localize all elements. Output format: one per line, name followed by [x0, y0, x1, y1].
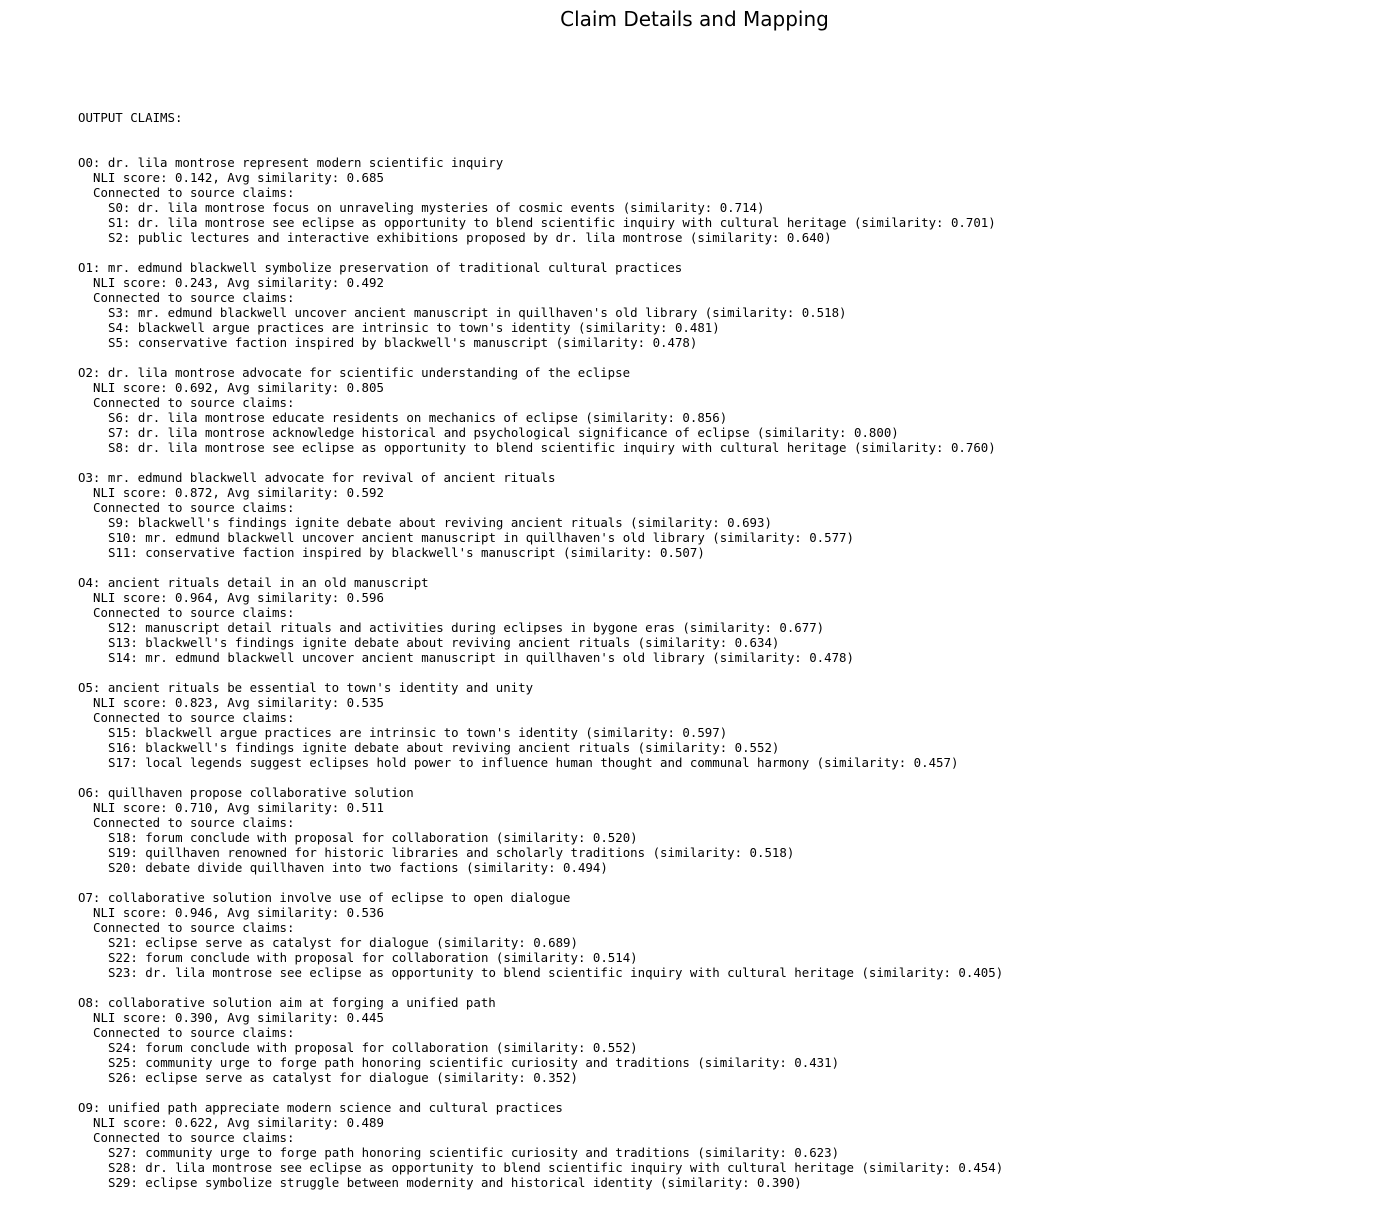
- source-claim: S22: forum conclude with proposal for collaboration (similarity: 0.514): [108, 950, 638, 965]
- source-claim: S28: dr. lila montrose see eclipse as opportunity to blend scientific inquiry with cultural heritage (similarity: 0.454): [108, 1160, 1004, 1175]
- source-claim: S3: mr. edmund blackwell uncover ancient manuscript in quillhaven's old library (similarity: 0.518): [108, 305, 847, 320]
- source-claim: S0: dr. lila montrose focus on unraveling mysteries of cosmic events (similarity: 0.714): [108, 200, 765, 215]
- connected-label: Connected to source claims:: [93, 605, 295, 620]
- source-claim: S1: dr. lila montrose see eclipse as opportunity to blend scientific inquiry with cultural heritage (similarity: 0.701): [108, 215, 996, 230]
- claim-heading: O7: collaborative solution involve use of eclipse to open dialogue: [78, 890, 571, 905]
- output-claim-2: [78, 365, 1003, 455]
- section-header: OUTPUT CLAIMS:: [78, 110, 183, 125]
- source-claim: S15: blackwell argue practices are intrinsic to town's identity (similarity: 0.597): [108, 725, 728, 740]
- claim-scores: NLI score: 0.823, Avg similarity: 0.535: [93, 695, 384, 710]
- connected-label: Connected to source claims:: [93, 710, 295, 725]
- claim-scores: NLI score: 0.710, Avg similarity: 0.511: [93, 800, 384, 815]
- source-claim: S21: eclipse serve as catalyst for dialogue (similarity: 0.689): [108, 935, 578, 950]
- source-claim: S29: eclipse symbolize struggle between modernity and historical identity (similarity: 0.390): [108, 1175, 802, 1190]
- source-claim: S19: quillhaven renowned for historic libraries and scholarly traditions (similarity: 0.518): [108, 845, 795, 860]
- claim-heading: O9: unified path appreciate modern science and cultural practices: [78, 1100, 563, 1115]
- page-title: Claim Details and Mapping: [560, 7, 829, 31]
- connected-label: Connected to source claims:: [93, 1025, 295, 1040]
- source-claim: S20: debate divide quillhaven into two factions (similarity: 0.494): [108, 860, 608, 875]
- source-claim: S26: eclipse serve as catalyst for dialogue (similarity: 0.352): [108, 1070, 578, 1085]
- claim-scores: NLI score: 0.390, Avg similarity: 0.445: [93, 1010, 384, 1025]
- connected-label: Connected to source claims:: [93, 500, 295, 515]
- source-claim: S7: dr. lila montrose acknowledge historical and psychological significance of eclipse (similarity: 0.800): [108, 425, 899, 440]
- claim-heading: O6: quillhaven propose collaborative solution: [78, 785, 414, 800]
- claim-heading: O2: dr. lila montrose advocate for scientific understanding of the eclipse: [78, 365, 631, 380]
- source-claim: S4: blackwell argue practices are intrinsic to town's identity (similarity: 0.481): [108, 320, 720, 335]
- connected-label: Connected to source claims:: [93, 920, 295, 935]
- source-claim: S18: forum conclude with proposal for collaboration (similarity: 0.520): [108, 830, 638, 845]
- connected-label: Connected to source claims:: [93, 290, 295, 305]
- source-claim: S23: dr. lila montrose see eclipse as opportunity to blend scientific inquiry with cultural heritage (similarity: 0.405): [108, 965, 1004, 980]
- output-claim-8: [78, 995, 1003, 1085]
- source-claim: S24: forum conclude with proposal for collaboration (similarity: 0.552): [108, 1040, 638, 1055]
- claim-scores: NLI score: 0.872, Avg similarity: 0.592: [93, 485, 384, 500]
- claim-heading: O5: ancient rituals be essential to town's identity and unity: [78, 680, 534, 695]
- source-claim: S12: manuscript detail rituals and activities during eclipses in bygone eras (similarity: 0.677): [108, 620, 825, 635]
- connected-label: Connected to source claims:: [93, 185, 295, 200]
- claim-scores: NLI score: 0.622, Avg similarity: 0.489: [93, 1115, 384, 1130]
- source-claim: S27: community urge to forge path honoring scientific curiosity and traditions (similarity: 0.623): [108, 1145, 840, 1160]
- source-claim: S14: mr. edmund blackwell uncover ancient manuscript in quillhaven's old library (similarity: 0.478): [108, 650, 854, 665]
- source-claim: S8: dr. lila montrose see eclipse as opportunity to blend scientific inquiry with cultural heritage (similarity: 0.760): [108, 440, 996, 455]
- source-claim: S2: public lectures and interactive exhibitions proposed by dr. lila montrose (similarity: 0.640): [108, 230, 832, 245]
- output-claim-0: [78, 155, 1003, 245]
- source-claim: S5: conservative faction inspired by blackwell's manuscript (similarity: 0.478): [108, 335, 698, 350]
- source-claim: S17: local legends suggest eclipses hold power to influence human thought and communal harmony (similarity: 0.457): [108, 755, 959, 770]
- claim-heading: O0: dr. lila montrose represent modern scientific inquiry: [78, 155, 504, 170]
- claims-list: [78, 155, 1003, 1190]
- source-claim: S11: conservative faction inspired by blackwell's manuscript (similarity: 0.507): [108, 545, 705, 560]
- connected-label: Connected to source claims:: [93, 1130, 295, 1145]
- source-claim: S16: blackwell's findings ignite debate about reviving ancient rituals (similarity: 0.552): [108, 740, 780, 755]
- source-claim: S9: blackwell's findings ignite debate about reviving ancient rituals (similarity: 0.693): [108, 515, 772, 530]
- source-claim: S6: dr. lila montrose educate residents on mechanics of eclipse (similarity: 0.856): [108, 410, 728, 425]
- connected-label: Connected to source claims:: [93, 395, 295, 410]
- claim-heading: O8: collaborative solution aim at forging a unified path: [78, 995, 496, 1010]
- claim-scores: NLI score: 0.142, Avg similarity: 0.685: [93, 170, 384, 185]
- connected-label: Connected to source claims:: [93, 815, 295, 830]
- claim-scores: NLI score: 0.964, Avg similarity: 0.596: [93, 590, 384, 605]
- claims-text-block: [78, 80, 1003, 1220]
- claim-heading: O1: mr. edmund blackwell symbolize preservation of traditional cultural practices: [78, 260, 683, 275]
- claim-scores: NLI score: 0.243, Avg similarity: 0.492: [93, 275, 384, 290]
- source-claim: S10: mr. edmund blackwell uncover ancient manuscript in quillhaven's old library (similarity: 0.577): [108, 530, 854, 545]
- output-claim-3: [78, 470, 1003, 560]
- output-claim-1: [78, 260, 1003, 350]
- output-claim-6: [78, 785, 1003, 875]
- output-claim-5: [78, 680, 1003, 770]
- claim-scores: NLI score: 0.692, Avg similarity: 0.805: [93, 380, 384, 395]
- claim-scores: NLI score: 0.946, Avg similarity: 0.536: [93, 905, 384, 920]
- output-claim-7: [78, 890, 1003, 980]
- claim-heading: O4: ancient rituals detail in an old manuscript: [78, 575, 429, 590]
- output-claim-4: [78, 575, 1003, 665]
- source-claim: S25: community urge to forge path honoring scientific curiosity and traditions (similarity: 0.431): [108, 1055, 840, 1070]
- source-claim: S13: blackwell's findings ignite debate about reviving ancient rituals (similarity: 0.634): [108, 635, 780, 650]
- output-claim-9: [78, 1100, 1003, 1190]
- claim-heading: O3: mr. edmund blackwell advocate for revival of ancient rituals: [78, 470, 556, 485]
